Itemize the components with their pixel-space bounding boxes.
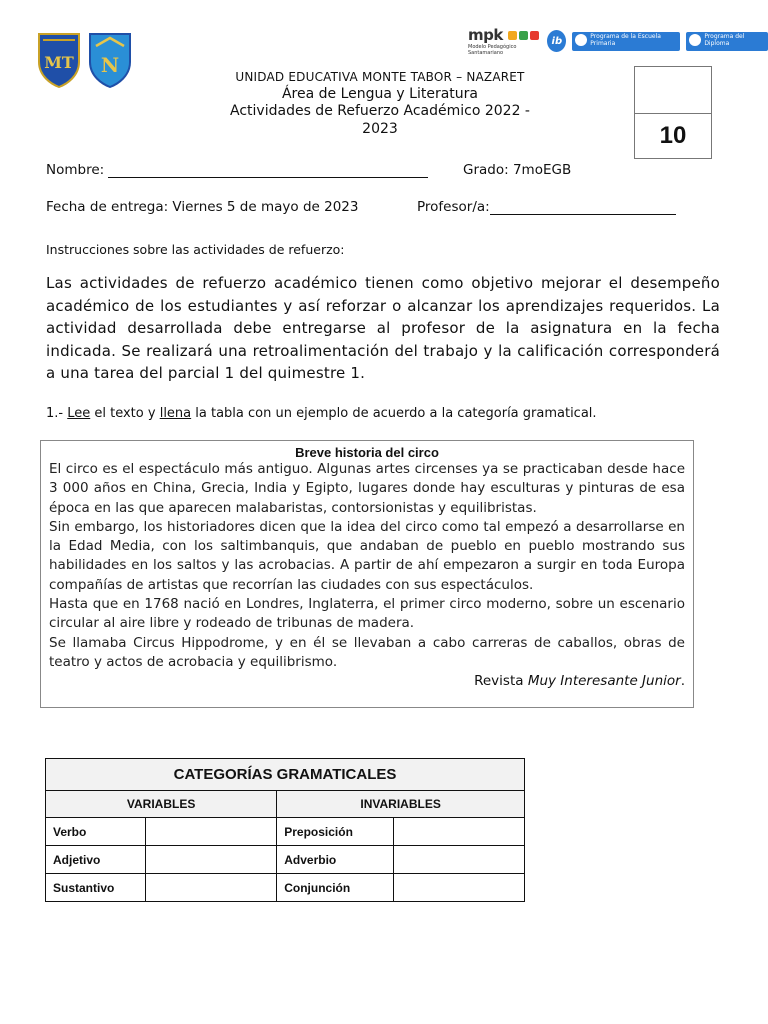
- reading-paragraph-2: Sin embargo, los historiadores dicen que la idea del circo como tal empezó a desarrollarse en la Edad Media, con los saltimbanquis, que andaban de pueblo en pueblo mostrando sus habilidades en los saltos y las acrobacias. A partir de ahí empezaron a surgir en toda Europa compañías de artistas que recorrían las ciudades con sus espectáculos.: [49, 518, 685, 593]
- grade-label: Grado: 7moEGB: [463, 162, 572, 178]
- reading-paragraph-4: Se llamaba Circus Hippodrome, y en él se llevaban a cabo carreras de caballos, obras de teatro y actos de acrobacia y equilibrismo.: [49, 634, 685, 670]
- row-label-invariable: Conjunción: [277, 874, 394, 902]
- row-label-variable: Adjetivo: [46, 846, 146, 874]
- mpk-logo-subtitle: Modelo Pedagógico Santamariano: [468, 44, 517, 56]
- table-title: CATEGORÍAS GRAMATICALES: [46, 759, 525, 791]
- task-1-instruction: [46, 406, 597, 421]
- answer-cell-conjuncion[interactable]: [393, 874, 524, 902]
- task-word-lee: Lee: [67, 406, 91, 421]
- reading-title: Breve historia del circo: [295, 445, 439, 460]
- period-line-1: Actividades de Refuerzo Académico 2022 -: [230, 103, 530, 119]
- subject-area: Área de Lengua y Literatura: [281, 86, 478, 102]
- period-line-2: 2023: [362, 121, 398, 137]
- row-label-variable: Verbo: [46, 818, 146, 846]
- logo-mt-text: MT: [44, 53, 74, 72]
- col-header-variables: VARIABLES: [46, 791, 277, 818]
- answer-cell-preposicion[interactable]: [393, 818, 524, 846]
- ib-primary-text: Programa de la Escuela Primaria: [590, 32, 661, 47]
- ib-logo-icon: [547, 30, 566, 52]
- instructions-title: Instrucciones sobre las actividades de refuerzo:: [46, 242, 345, 257]
- task-mid: el texto y: [90, 406, 160, 421]
- teacher-label: Profesor/a:: [417, 199, 490, 215]
- source-title: Muy Interesante Junior: [527, 673, 681, 690]
- reading-paragraph-3: Hasta que en 1768 nació en Londres, Inglaterra, el primer circo moderno, sobre un escenario circular al aire libre y rodeado de tribunas de madera.: [49, 596, 685, 632]
- reading-text-box: [40, 440, 694, 708]
- table-row: [46, 818, 525, 846]
- answer-cell-adjetivo[interactable]: [146, 846, 277, 874]
- teacher-field: [417, 199, 676, 215]
- reading-source: [49, 673, 685, 689]
- table-row: [46, 874, 525, 902]
- delivery-date: Fecha de entrega: Viernes 5 de mayo de 2023: [46, 199, 359, 215]
- score-box: [634, 66, 712, 159]
- instructions-paragraph: Las actividades de refuerzo académico tienen como objetivo mejorar el desempeño académico de los estudiantes y así reforzar o alcanzar los aprendizajes requeridos. La actividad desarrollada debe entregarse al profesor de la asignatura en la fecha indicada. Se realizará una retroalimentación del trabajo y la calificación corresponderá a una tarea del parcial 1 del quimestre 1.: [46, 274, 720, 382]
- score-value: 10: [659, 122, 687, 149]
- ib-diploma-text: Programa del Diploma: [704, 32, 745, 47]
- row-label-variable: Sustantivo: [46, 874, 146, 902]
- answer-cell-sustantivo[interactable]: [146, 874, 277, 902]
- source-prefix: Revista: [474, 673, 528, 690]
- document-header: [220, 70, 540, 138]
- school-shield-logo-mt: [37, 32, 81, 88]
- answer-cell-adverbio[interactable]: [393, 846, 524, 874]
- reading-paragraph-1: El circo es el espectáculo más antiguo. Algunas artes circenses ya se practicaban desde hace 3 000 años en China, Grecia, India y Egipto, lugares donde hay esculturas y pinturas de esa época en las que aparecen malabaristas, contorsionistas y equilibristas.: [49, 461, 685, 516]
- task-word-llena: llena: [159, 406, 192, 421]
- row-label-invariable: Adverbio: [277, 846, 394, 874]
- school-name: UNIDAD EDUCATIVA MONTE TABOR – NAZARET: [235, 70, 525, 84]
- task-prefix: 1.-: [46, 406, 68, 421]
- ib-primary-logo: [572, 32, 680, 51]
- col-header-invariables: INVARIABLES: [277, 791, 525, 818]
- task-rest: la tabla con un ejemplo de acuerdo a la categoría gramatical.: [191, 406, 597, 421]
- school-shield-logo-n: [88, 32, 132, 88]
- mpk-logo: [468, 26, 541, 56]
- row-label-invariable: Preposición: [277, 818, 394, 846]
- name-field: [46, 162, 428, 178]
- partner-logos: [468, 26, 768, 56]
- teacher-blank-line[interactable]: [490, 200, 676, 215]
- mpk-logo-text: mpk: [468, 26, 503, 44]
- ib-logo-text: ib: [551, 35, 563, 47]
- source-suffix: .: [680, 673, 685, 690]
- table-row: [46, 846, 525, 874]
- grammar-categories-table: [45, 758, 525, 902]
- score-box-empty-cell: [635, 67, 711, 114]
- mpk-dots-icon: [508, 31, 539, 40]
- name-blank-line[interactable]: [108, 163, 428, 178]
- logo-n-text: N: [100, 53, 120, 77]
- ib-diploma-logo: [686, 32, 768, 51]
- name-label: Nombre:: [46, 162, 105, 178]
- answer-cell-verbo[interactable]: [146, 818, 277, 846]
